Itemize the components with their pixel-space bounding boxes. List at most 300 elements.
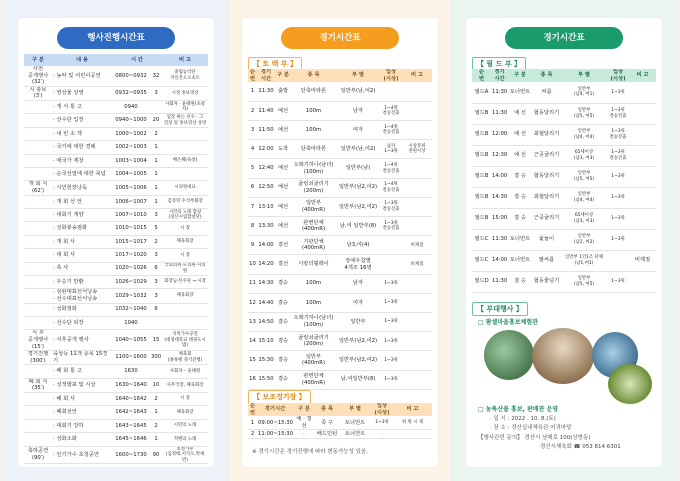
- sub-cell: 2: [248, 430, 257, 439]
- track-cell: 1~3위 결승진출: [380, 197, 402, 216]
- track-cell: 14: [248, 332, 257, 351]
- field-cell: 필드B: [472, 187, 491, 208]
- track-cell: 1~4위 결승진출: [380, 159, 402, 178]
- track-cell: 2: [248, 101, 257, 120]
- track-cell: 14:40: [257, 293, 275, 312]
- field-cell: 일반부 (남4, 여1): [561, 82, 607, 103]
- event-cell: [162, 303, 208, 316]
- event-cell: 2: [150, 393, 162, 406]
- track-cell: 결선: [275, 236, 291, 255]
- event-cell: · 개 회 사: [52, 235, 112, 248]
- event-cell: · 성화봉송점화: [52, 222, 112, 235]
- track-cell: [380, 236, 402, 255]
- field-cell: 12:30: [491, 145, 508, 166]
- event-cell: · 대 회 사: [52, 249, 112, 262]
- track-cell: [402, 121, 432, 140]
- track-cell: 일반부(남,여2): [336, 140, 380, 159]
- field-row: [472, 229, 656, 250]
- track-cell: 13:30: [257, 217, 275, 236]
- track-cell: [402, 82, 432, 101]
- track-cell: 예선: [275, 159, 291, 178]
- track-header-5: 입상 (시상): [380, 69, 402, 82]
- track-cell: 오래기하나(남녀) (100m): [291, 159, 336, 178]
- field-cell: 1~3위: [607, 208, 629, 229]
- track-cell: 14:00: [257, 236, 275, 255]
- field-cell: 일반부 (남4, 여4): [561, 187, 607, 208]
- track-table: [248, 69, 432, 390]
- track-cell: 예선: [275, 121, 291, 140]
- field-cell: 14:00: [491, 166, 508, 187]
- track-cell: 10: [248, 255, 257, 274]
- track-row: [248, 274, 432, 293]
- sub-row: [248, 430, 432, 439]
- field-cell: [629, 82, 656, 103]
- event-cell: 2: [150, 235, 162, 248]
- field-header-6: 비 고: [629, 69, 656, 82]
- event-cell: · 대회기 강하: [52, 419, 112, 432]
- panel-title-field: 경기시간표: [505, 27, 623, 49]
- field-section-label: 【 필 드 부 】: [472, 57, 526, 71]
- track-cell: 9: [248, 236, 257, 255]
- field-header-4: 부 별: [561, 69, 607, 82]
- event-cell: 0940: [112, 101, 150, 114]
- event-cell: [24, 249, 52, 262]
- field-cell: 1~3위: [607, 82, 629, 103]
- track-row: [248, 82, 432, 101]
- sub-row: [248, 416, 432, 430]
- field-cell: 1~3위 결승진출: [607, 145, 629, 166]
- track-cell: 단축마라톤: [291, 140, 336, 159]
- event-row: [24, 289, 208, 303]
- track-cell: 비제점: [402, 255, 432, 274]
- event-cell: 1645~1646: [112, 433, 150, 446]
- track-cell: [402, 370, 432, 389]
- event-cell: · 농악 및 어린이공연: [52, 66, 112, 86]
- sub-header-2: 구 분: [293, 403, 315, 416]
- field-header-0: 순 번: [472, 69, 491, 82]
- event-cell: 15: [150, 330, 162, 351]
- event-cell: 1017~1020: [112, 249, 150, 262]
- event-header-0: 구 분: [24, 54, 52, 66]
- event-cell: 1010~1015: [112, 222, 150, 235]
- field-row: [472, 208, 656, 229]
- event-cell: · 폐 회 통 고: [52, 365, 112, 378]
- field-cell: 필드A: [472, 82, 491, 103]
- track-cell: 14:50: [257, 312, 275, 331]
- track-cell: 15: [248, 351, 257, 370]
- track-cell: 결선: [275, 255, 291, 274]
- track-cell: 장애우참별 4개조 16명: [336, 255, 380, 274]
- field-row: [472, 124, 656, 145]
- event-cell: [162, 141, 208, 154]
- field-cell: 11:30: [491, 271, 508, 292]
- track-cell: 3: [248, 121, 257, 140]
- sub-cell: 1~3위: [371, 416, 393, 430]
- track-cell: 관변단체 (400mR): [291, 370, 336, 389]
- track-cell: 일반부: [336, 312, 380, 331]
- event-cell: · 개 회 선 언: [52, 195, 112, 208]
- event-row: [24, 378, 208, 392]
- track-row: [248, 236, 432, 255]
- event-row: [24, 419, 208, 432]
- event-row: [24, 141, 208, 154]
- track-cell: 12:50: [257, 178, 275, 197]
- event-cell: · 성화점화: [52, 303, 112, 316]
- event-cell: 사전 공개행사 (32′): [24, 66, 52, 86]
- field-cell: 토너먼트: [508, 229, 532, 250]
- event-cell: 지역가수공연 (대경대학교 태권도시범): [162, 330, 208, 351]
- event-cell: [24, 127, 52, 140]
- event-cell: [24, 209, 52, 222]
- track-row: [248, 332, 432, 351]
- event-cell: · 축 사: [52, 262, 112, 275]
- track-cell: 결승: [275, 370, 291, 389]
- field-cell: 14:30: [491, 187, 508, 208]
- track-cell: [402, 101, 432, 120]
- field-cell: 1~3위: [607, 229, 629, 250]
- event-cell: · 식후공개 행사: [52, 330, 112, 351]
- event-cell: 1040~1055: [112, 330, 150, 351]
- event-table-header: [24, 54, 208, 66]
- sub-stadium-label: 【 보조경기장 】: [248, 390, 311, 404]
- event-cell: 1005~1006: [112, 181, 150, 195]
- sub-cell: 예 · 결선: [293, 416, 315, 430]
- field-cell: 예 선: [508, 103, 532, 124]
- event-cell: 개 회 식 (62′): [24, 181, 52, 195]
- track-cell: 11:30: [257, 82, 275, 101]
- track-cell: [402, 332, 432, 351]
- field-row: [472, 166, 656, 187]
- track-cell: 예선: [275, 101, 291, 120]
- track-cell: 굴렁쇠굴리기 (200m): [291, 178, 336, 197]
- track-row: [248, 351, 432, 370]
- track-cell: 1~4위 결승진출: [380, 101, 402, 120]
- event-cell: · 애국가 제창: [52, 154, 112, 167]
- sub-stadium-table: [248, 403, 432, 439]
- track-row: [248, 255, 432, 274]
- sub-header-0: 순 번: [249, 403, 256, 416]
- track-cell: 일반부(남2,여2): [336, 197, 380, 216]
- event-cell: 식 후 공개행사 (15′): [24, 330, 52, 351]
- track-cell: 12:40: [257, 159, 275, 178]
- track-row: [248, 178, 432, 197]
- track-cell: 도착: [275, 140, 291, 159]
- event-cell: 시민의 노래: [162, 419, 208, 432]
- event-row: [24, 195, 208, 208]
- field-row: [472, 271, 656, 292]
- event-cell: 국회의원·도의원·시의원: [162, 262, 208, 275]
- track-cell: 15:10: [257, 332, 275, 351]
- event-cell: · 선수단 입장: [52, 114, 112, 127]
- event-cell: 0932~0935: [112, 86, 150, 100]
- track-cell: 결승: [275, 274, 291, 293]
- track-cell: 100m: [291, 274, 336, 293]
- track-row: [248, 312, 432, 331]
- event-cell: 0800~0932: [112, 66, 150, 86]
- event-cell: · 선수단 퇴장: [52, 316, 112, 329]
- event-cell: [24, 141, 52, 154]
- event-cell: [24, 393, 52, 406]
- field-cell: 65세이상 (남3, 여3): [561, 208, 607, 229]
- sub-cell: 토너먼트: [339, 416, 371, 430]
- event-cell: 시 장: [162, 249, 208, 262]
- event-cell: · 개 식 통 고: [52, 101, 112, 114]
- event-cell: 체육회장: [162, 289, 208, 303]
- track-header-6: 비 고: [402, 69, 432, 82]
- event-cell: [150, 365, 162, 378]
- field-cell: 일반부 (남5, 여5): [561, 271, 607, 292]
- track-cell: 1~3위 결승진출: [380, 217, 402, 236]
- track-cell: 결승: [275, 332, 291, 351]
- track-cell: 16: [248, 370, 257, 389]
- event-cell: · 인기가수 초청공연: [52, 446, 112, 464]
- event-photo-1: [484, 330, 534, 380]
- track-cell: 예선: [275, 197, 291, 216]
- track-cell: 1~3위: [380, 312, 402, 331]
- track-header-4: 부 별: [336, 69, 380, 82]
- track-cell: 7: [248, 197, 257, 216]
- track-cell: 일반부 (400mR): [291, 197, 336, 216]
- field-cell: 근공굴리기: [532, 145, 561, 166]
- event-cell: 폐 회 식 (35′): [24, 378, 52, 392]
- event-cell: 회장님·선수단 → 시장: [162, 275, 208, 288]
- track-cell: [402, 293, 432, 312]
- field-cell: 일반부 (남5, 여5): [561, 103, 607, 124]
- event-row: [24, 262, 208, 275]
- track-cell: 14:20: [257, 255, 275, 274]
- field-cell: 필드B: [472, 124, 491, 145]
- track-cell: 8: [248, 217, 257, 236]
- track-cell: [402, 197, 432, 216]
- event-cell: 1029~1032: [112, 289, 150, 303]
- track-cell: 출발: [275, 82, 291, 101]
- event-cell: 1643~1645: [112, 419, 150, 432]
- field-cell: 15:00: [491, 208, 508, 229]
- sub-cell: 위 위 시 제: [393, 416, 432, 430]
- event-row: [24, 154, 208, 167]
- side-events-label: 【 부대행사 】: [472, 302, 528, 316]
- field-cell: 1~3위: [607, 187, 629, 208]
- track-cell: 14:30: [257, 274, 275, 293]
- event-row: [24, 433, 208, 446]
- event-row: [24, 101, 208, 114]
- field-cell: 11:30: [491, 103, 508, 124]
- event-row: [24, 209, 208, 222]
- event-cell: 사회자 – 윤태원: [162, 365, 208, 378]
- event-cell: [24, 433, 52, 446]
- event-cell: 시의원대표: [162, 181, 208, 195]
- track-cell: 13: [248, 312, 257, 331]
- event-row: [24, 66, 208, 86]
- event-cell: 1640~1642: [112, 393, 150, 406]
- event-cell: [150, 316, 162, 329]
- field-row: [472, 145, 656, 166]
- track-cell: 1~3위: [380, 293, 402, 312]
- field-row: [472, 103, 656, 124]
- contact-address: 【행사관련 문의】 경산시 남매로 100(상방동): [478, 435, 591, 441]
- event-cell: 1630: [112, 365, 150, 378]
- event-row: [24, 303, 208, 316]
- field-header-3: 종 목: [532, 69, 561, 82]
- track-cell: 일반부(남2,여2): [336, 178, 380, 197]
- event-row: [24, 351, 208, 365]
- track-cell: 일반부(남2,여2): [336, 351, 380, 370]
- field-header-1: 경기 시간: [491, 69, 508, 82]
- track-cell: 100m: [291, 121, 336, 140]
- event-cell: 1100~1600: [112, 351, 150, 365]
- track-cell: 여자: [336, 121, 380, 140]
- event-cell: 3: [150, 209, 162, 222]
- track-cell: 결승: [275, 312, 291, 331]
- event-cell: 20: [150, 114, 162, 127]
- track-cell: [380, 82, 402, 101]
- sub-cell: 배드민턴: [316, 431, 338, 438]
- event-cell: 1020~1026: [112, 262, 150, 275]
- track-cell: 단축마라톤: [291, 82, 336, 101]
- event-row: [24, 275, 208, 288]
- event-header-1: 내 용: [52, 54, 112, 66]
- event-cell: 축하공연 (90′): [24, 446, 52, 464]
- track-cell: 오래기하나(남녀) (100m): [291, 312, 336, 331]
- event-cell: 경기진행 (300′): [24, 351, 52, 365]
- event-header-3: 비 고: [162, 54, 208, 66]
- field-cell: 토너먼트: [508, 82, 532, 103]
- field-cell: [629, 208, 656, 229]
- track-cell: 일반부(남,여2): [336, 82, 380, 101]
- track-cell: 12:00: [257, 140, 275, 159]
- track-row: [248, 159, 432, 178]
- event-row: [24, 406, 208, 419]
- event-header-2: 시 간: [112, 54, 162, 66]
- event-cell: 1026~1029: [112, 275, 150, 288]
- track-cell: 1~3위: [380, 370, 402, 389]
- track-cell: 시랑의릴레이: [291, 255, 336, 274]
- contact-phone: 경산시체육회 ☎ 053 814 6301: [540, 444, 621, 450]
- field-cell: 11:30: [491, 229, 508, 250]
- field-cell: 1~3위: [607, 166, 629, 187]
- event-cell: 10: [150, 378, 162, 392]
- panel-event-schedule: [6, 0, 226, 481]
- field-cell: 일반부 1인1조 단체 (남1,여1): [561, 250, 607, 271]
- event-row: [24, 365, 208, 378]
- event-cell: 1: [150, 168, 162, 181]
- field-cell: 필드B: [472, 103, 491, 124]
- sub-header-3: 종 목: [315, 403, 339, 416]
- event-row: [24, 127, 208, 140]
- field-cell: 1~3위 결승진출: [607, 103, 629, 124]
- track-cell: 일반부 (400mR): [291, 351, 336, 370]
- event-row: [24, 114, 208, 127]
- sub-header-4: 부 별: [339, 403, 371, 416]
- event-cell: 6: [150, 262, 162, 275]
- field-cell: 협동달리기: [532, 166, 561, 187]
- event-cell: 1: [150, 406, 162, 419]
- event-cell: 1032~1040: [112, 303, 150, 316]
- sub-header-6: 비 고: [393, 403, 432, 416]
- event-cell: [24, 419, 52, 432]
- field-cell: 1~3위 결승진출: [607, 124, 629, 145]
- event-cell: [162, 127, 208, 140]
- track-cell: 결승: [275, 293, 291, 312]
- track-cell: 100m: [291, 293, 336, 312]
- track-row: [248, 121, 432, 140]
- event-cell: 1006~1007: [112, 195, 150, 208]
- track-row: [248, 293, 432, 312]
- track-cell: 100m: [291, 101, 336, 120]
- track-cell: 1~3위: [380, 351, 402, 370]
- field-cell: 11:30: [491, 82, 508, 103]
- event-cell: 2: [150, 419, 162, 432]
- event-row: [24, 181, 208, 195]
- track-cell: 기관단체 (400mR): [291, 236, 336, 255]
- sub-header-1: 경기시간: [257, 403, 293, 416]
- event-cell: · 성화소화: [52, 433, 112, 446]
- field-cell: 최협달리기: [532, 124, 561, 145]
- event-row: [24, 249, 208, 262]
- track-table-header: [248, 69, 432, 82]
- field-cell: 결 승: [508, 187, 532, 208]
- field-cell: 필드B: [472, 166, 491, 187]
- track-cell: [402, 217, 432, 236]
- field-cell: 1~3위: [607, 271, 629, 292]
- track-cell: [402, 312, 432, 331]
- event-row: [24, 330, 208, 351]
- event-cell: 1007~1010: [112, 209, 150, 222]
- track-cell: 5: [248, 159, 257, 178]
- track-header-1: 경기 시간: [257, 69, 275, 82]
- event-cell: 1000~1002: [112, 127, 150, 140]
- field-cell: 필드C: [472, 250, 491, 271]
- track-cell: 관변단체 (400mR): [291, 217, 336, 236]
- track-cell: 남,여일반부(8): [336, 370, 380, 389]
- track-cell: [402, 274, 432, 293]
- field-cell: 윷놀이: [532, 229, 561, 250]
- track-cell: 일반부(남): [336, 159, 380, 178]
- field-cell: 필드C: [472, 229, 491, 250]
- track-cell: 여자: [336, 293, 380, 312]
- event-cell: 32: [150, 66, 162, 86]
- event-cell: 3: [150, 289, 162, 303]
- event-cell: [162, 316, 208, 329]
- event-village-promo: □ 팜셀마을홍보체험관: [478, 319, 538, 326]
- track-section-label: 【 트 랙 부 】: [248, 57, 302, 71]
- event-cell: 중범농악단 지인간오오초트: [162, 66, 208, 86]
- event-cell: 1642~1643: [112, 406, 150, 419]
- field-row: [472, 250, 656, 271]
- event-cell: 1003~1004: [112, 154, 150, 167]
- track-cell: 1~4위 결승진출: [380, 121, 402, 140]
- field-cell: 협동줄넘기: [532, 271, 561, 292]
- event-cell: [24, 222, 52, 235]
- field-cell: 토너먼트: [508, 250, 532, 271]
- event-cell: 1600~1730: [112, 446, 150, 464]
- field-cell: 65세이상 (남3, 여3): [561, 145, 607, 166]
- event-cell: · 국기에 대한 경례: [52, 141, 112, 154]
- track-cell: 15:30: [257, 351, 275, 370]
- field-cell: 일반부 (남4, 여4): [561, 124, 607, 145]
- sub-cell: [393, 430, 432, 439]
- event-cell: [24, 303, 52, 316]
- sub-cell: 11:00~15:30: [258, 431, 293, 438]
- track-cell: 13:10: [257, 197, 275, 216]
- event-cell: 3: [150, 275, 162, 288]
- event-cell: 시 장: [162, 393, 208, 406]
- event-cell: · 폐 회 사: [52, 393, 112, 406]
- field-cell: [629, 145, 656, 166]
- event-cell: [24, 289, 52, 303]
- panel-field-schedule: [454, 0, 674, 481]
- sub-cell: 토너먼트: [339, 430, 371, 439]
